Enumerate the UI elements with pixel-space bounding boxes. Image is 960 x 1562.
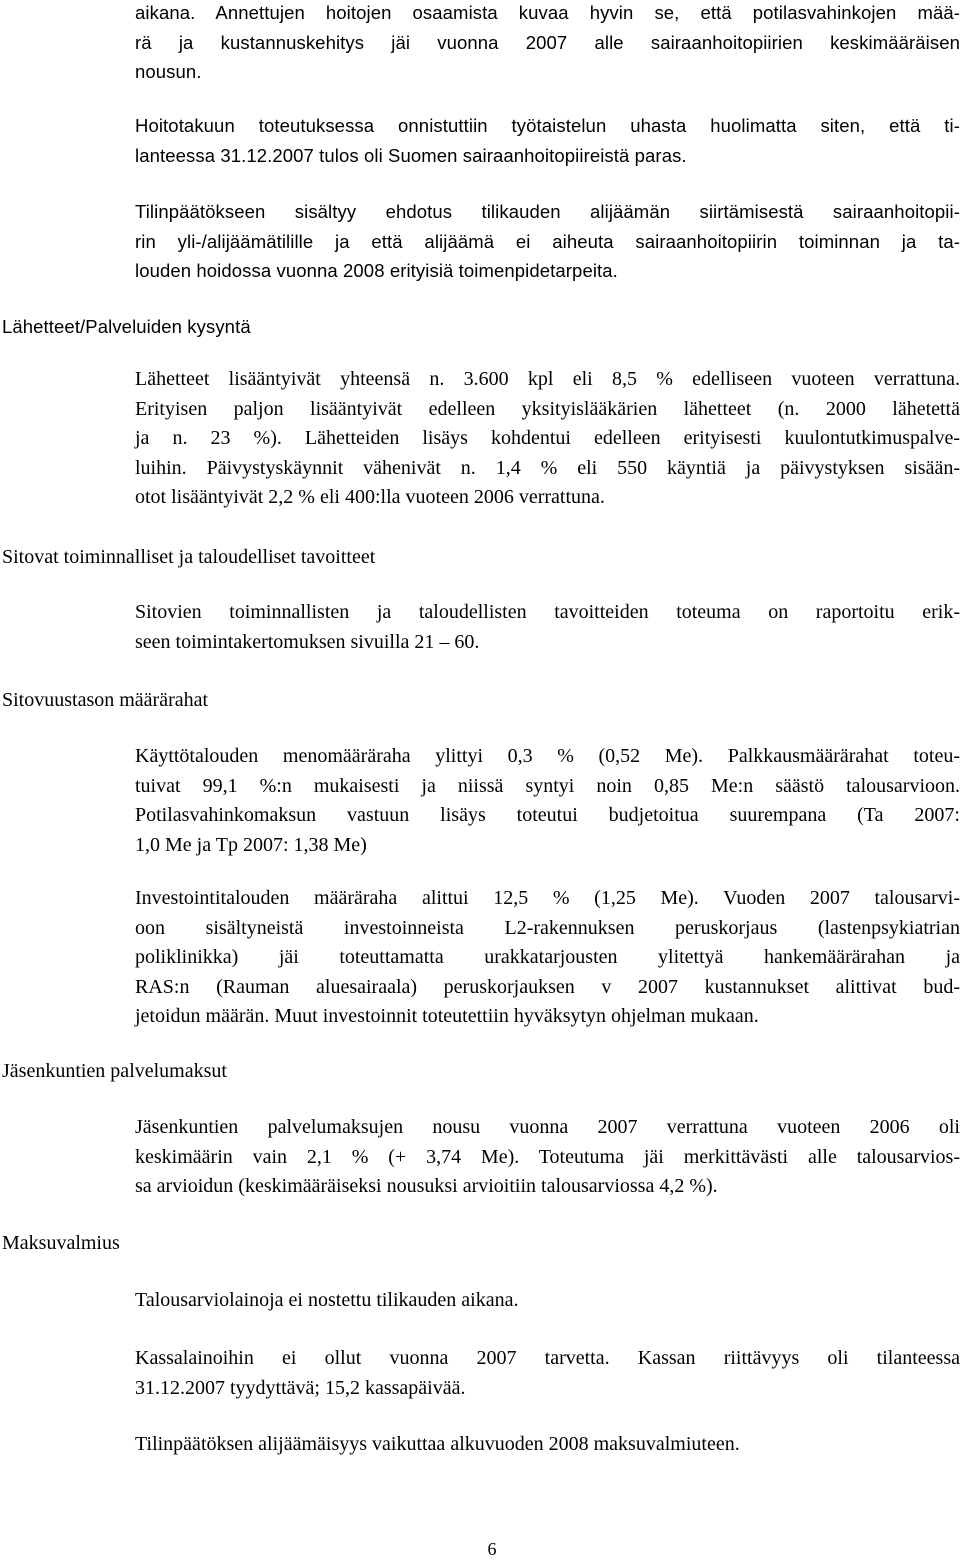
text-line: Potilasvahinkomaksun vastuun lisäys toteutui budjetoitua suurempana (Ta 2007: bbox=[135, 804, 960, 826]
paragraph-tilinpaatos-ehdotus bbox=[135, 197, 960, 286]
text-line: oon sisältyneistä investoinneista L2-rakennuksen peruskorjaus (lastenpsykiatrian bbox=[135, 916, 960, 939]
text-line: Jäsenkuntien palvelumaksujen nousu vuonna 2007 verrattuna vuoteen 2006 oli bbox=[135, 1116, 960, 1138]
text-line: poliklinikka) jäi toteuttamatta urakkatarjousten ylitettyä hankemäärärahan ja bbox=[135, 946, 960, 968]
paragraph-alijaamaisyys bbox=[135, 1430, 960, 1460]
text-line: sa arvioidun (keskimääräiseksi nousuksi arvioitiin talousarviossa 4,2 %). bbox=[135, 1175, 718, 1197]
section-heading-maararahat: Sitovuustason määrärahat bbox=[2, 689, 209, 711]
paragraph-kayttotalous bbox=[135, 742, 960, 860]
text-line: ja n. 23 %). Lähetteiden lisäys kohdentui edelleen erityisesti kuulontutkimuspalve- bbox=[135, 427, 960, 449]
section-heading-maksuvalmius: Maksuvalmius bbox=[2, 1232, 120, 1254]
text-line: jetoidun määrän. Muut investoinnit toteutettiin hyväksytyn ohjelman mukaan. bbox=[135, 1005, 759, 1027]
paragraph-hoitojen-osaaminen bbox=[135, 0, 960, 87]
text-line: luihin. Päivystyskäynnit vähenivät n. 1,4 % eli 550 käyntiä ja päivystyksen sisään- bbox=[135, 456, 960, 479]
text-line: otot lisääntyivät 2,2 % eli 400:lla vuoteen 2006 verrattuna. bbox=[135, 486, 605, 508]
text-line: seen toimintakertomuksen sivuilla 21 – 60. bbox=[135, 630, 480, 653]
text-line: Sitovien toiminnallisten ja taloudellisten tavoitteiden toteuma on raportoitu erik- bbox=[135, 601, 960, 623]
section-heading-palvelumaksut: Jäsenkuntien palvelumaksut bbox=[2, 1060, 227, 1082]
text-line: Lähetteet lisääntyivät yhteensä n. 3.600 kpl eli 8,5 % edelliseen vuoteen verrattuna. bbox=[135, 368, 960, 390]
text-line: Kassalainoihin ei ollut vuonna 2007 tarvetta. Kassan riittävyys oli tilanteessa bbox=[135, 1347, 960, 1369]
text-line: lanteessa 31.12.2007 tulos oli Suomen sairaanhoitopiireistä paras. bbox=[135, 144, 687, 166]
text-line: RAS:n (Rauman aluesairaala) peruskorjauksen v 2007 kustannukset alittivat bud- bbox=[135, 975, 960, 998]
section-heading-sitovat-tavoitteet: Sitovat toiminnalliset ja taloudelliset tavoitteet bbox=[2, 546, 376, 568]
text-line: Hoitotakuun toteutuksessa onnistuttiin työtaistelun uhasta huolimatta siten, että ti- bbox=[135, 115, 960, 136]
paragraph-lahetteet bbox=[135, 365, 960, 513]
paragraph-jasenkuntien-maksut bbox=[135, 1113, 960, 1202]
text-line: rin yli-/alijäämätilille ja että alijäämä ei aiheuta sairaanhoitopiirin toiminnan ja ta- bbox=[135, 230, 960, 252]
text-line: Investointitalouden määräraha alittui 12,5 % (1,25 Me). Vuoden 2007 talousarvi- bbox=[135, 887, 960, 909]
text-line: Tilinpäätöksen alijäämäisyys vaikuttaa alkuvuoden 2008 maksuvalmiuteen. bbox=[135, 1433, 740, 1455]
text-line: 31.12.2007 tyydyttävä; 15,2 kassapäivää. bbox=[135, 1376, 466, 1399]
text-line: rä ja kustannuskehitys jäi vuonna 2007 alle sairaanhoitopiirien keskimääräisen bbox=[135, 31, 960, 53]
text-line: tuivat 99,1 %:n mukaisesti ja niissä syntyi noin 0,85 Me:n säästö talousarvioon. bbox=[135, 774, 960, 797]
paragraph-kassalainat bbox=[135, 1344, 960, 1403]
section-heading-lahetteet: Lähetteet/Palveluiden kysyntä bbox=[2, 316, 251, 337]
text-line: louden hoidossa vuonna 2008 erityisiä toimenpidetarpeita. bbox=[135, 260, 618, 281]
paragraph-sitovat-tavoitteet bbox=[135, 598, 960, 657]
text-line: nousun. bbox=[135, 61, 202, 82]
text-line: aikana. Annettujen hoitojen osaamista kuvaa hyvin se, että potilasvahinkojen mää- bbox=[135, 2, 960, 23]
text-line: Talousarviolainoja ei nostettu tilikauden aikana. bbox=[135, 1289, 519, 1311]
text-line: Erityisen paljon lisääntyivät edelleen yksityislääkärien lähetteet (n. 2000 lähetettä bbox=[135, 397, 960, 420]
text-line: Tilinpäätökseen sisältyy ehdotus tilikauden alijäämän siirtämisestä sairaanhoitopii- bbox=[135, 201, 960, 222]
page-number: 6 bbox=[487, 1539, 497, 1559]
text-line: 1,0 Me ja Tp 2007: 1,38 Me) bbox=[135, 833, 367, 856]
paragraph-investointitalous bbox=[135, 884, 960, 1032]
text-line: keskimäärin vain 2,1 % (+ 3,74 Me). Toteutuma jäi merkittävästi alle talousarvios- bbox=[135, 1145, 960, 1168]
paragraph-talousarviolainat bbox=[135, 1286, 960, 1316]
text-line: Käyttötalouden menomääräraha ylittyi 0,3 % (0,52 Me). Palkkausmäärärahat toteu- bbox=[135, 745, 960, 767]
paragraph-hoitotakuu bbox=[135, 111, 960, 170]
